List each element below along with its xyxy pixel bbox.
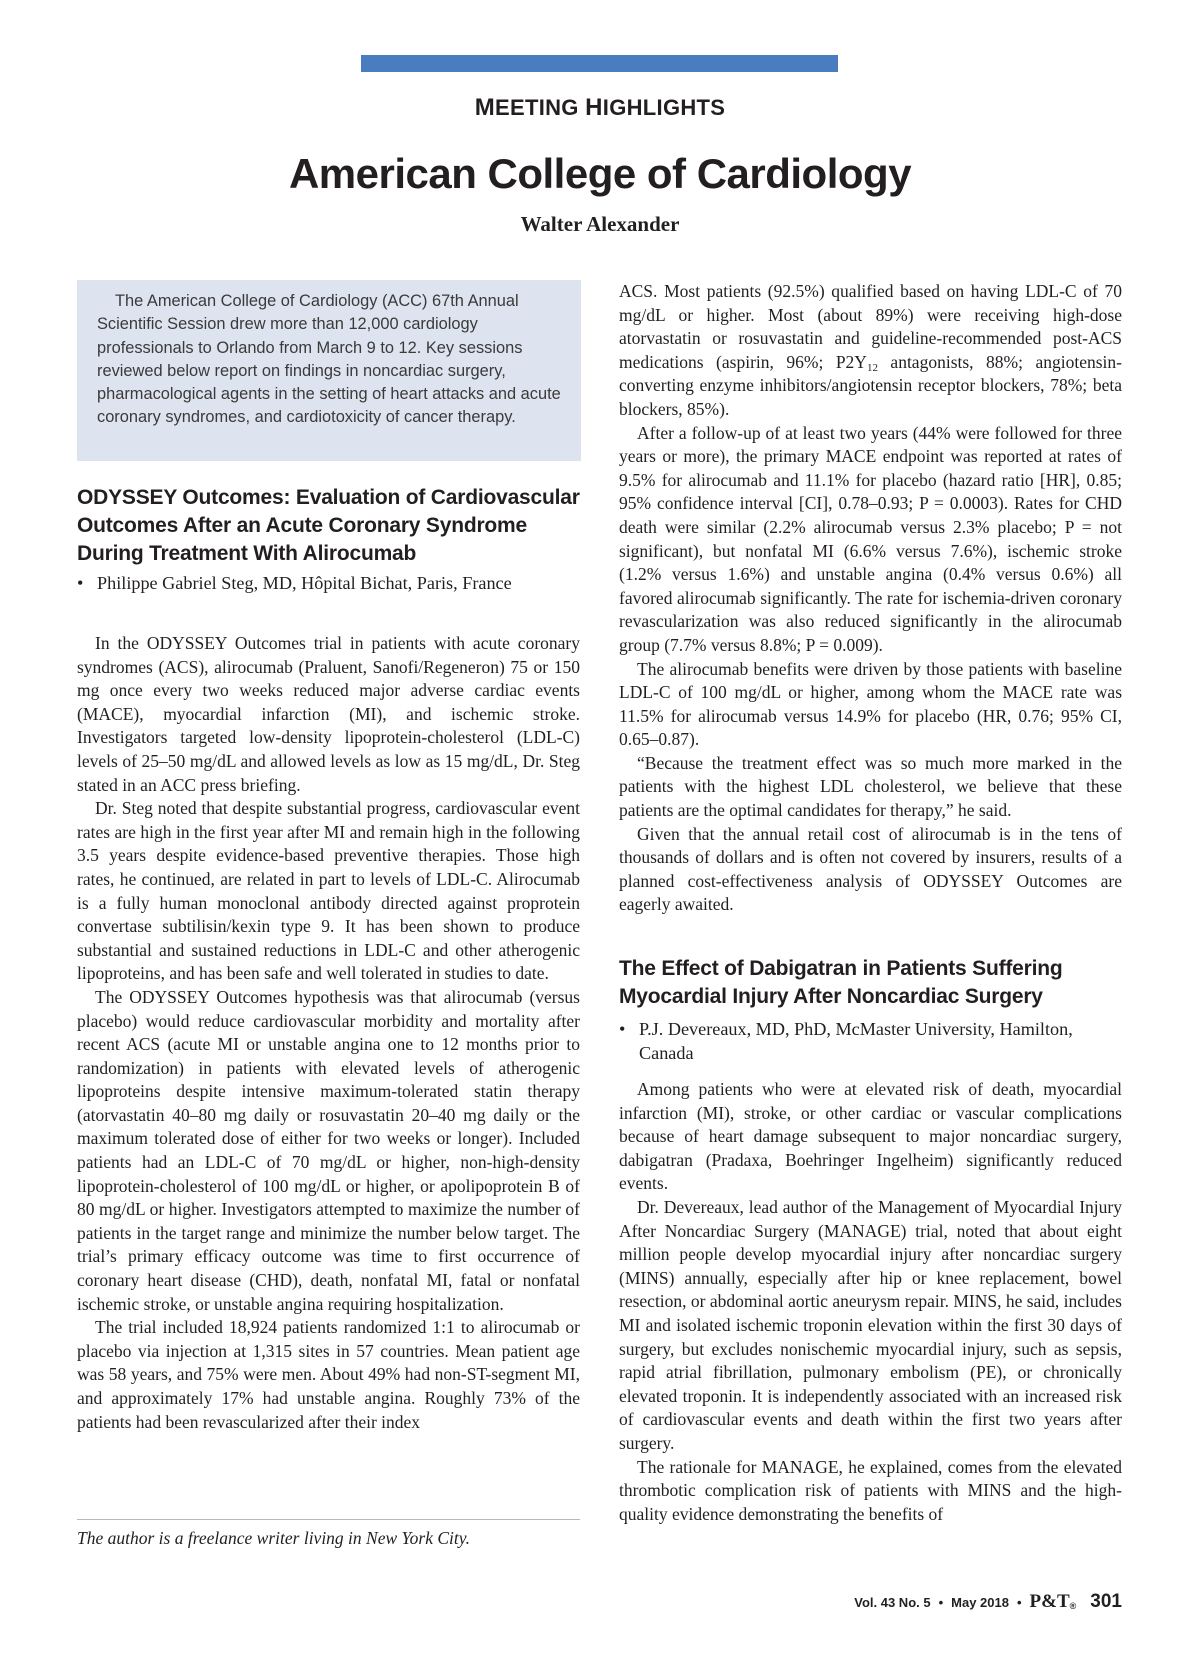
article1-paragraph: Dr. Steg noted that despite substantial progress, cardiovascular event rates are high in the first year after MI and remain high in the following 3.5 years despite evidence-based preventive therapies. Those high rates, he continued, are related in part to levels of LDL-C. Alirocumab is a fully human monoclonal antibody directed against proprotein convertase subtilisin/kexin type 9. It has been shown to produce substantial and sustained reductions in LDL-C and other atherogenic lipoproteins, and has been safe and well tolerated in studies to date. — [77, 798, 580, 984]
article2-presenter-text: P.J. Devereaux, MD, PhD, McMaster University, Hamilton, Canada — [639, 1019, 1073, 1063]
article2-presenter — [619, 1017, 1122, 1065]
article1-body-right — [619, 280, 1122, 917]
page-number: 301 — [1090, 1591, 1122, 1612]
article1-paragraph: The trial included 18,924 patients randomized 1:1 to alirocumab or placebo via injection at 1,315 sites in 57 countries. Mean patient age was 58 years, and 75% were men. About 49% had non-ST-segment MI, and approximately 17% had unstable angina. Roughly 73% of the patients had been revascularized after their index — [77, 1317, 580, 1432]
article1-heading: ODYSSEY Outcomes: Evaluation of Cardiovascular Outcomes After an Acute Coronary Syndrome During Treatment With Alirocumab — [77, 486, 580, 565]
article1-presenter — [77, 571, 582, 595]
page-folio: Vol. 43 No. 5 • May 2018 • P&T® 301 — [854, 1591, 1122, 1612]
article1-paragraph: The alirocumab benefits were driven by those patients with baseline LDL-C of 100 mg/dL or higher, among whom the MACE rate was 11.5% for alirocumab versus 14.9% for placebo (HR, 0.76; 95% CI, 0.65–0.87). — [619, 658, 1122, 750]
article1-presenter-text: Philippe Gabriel Steg, MD, Hôpital Bichat, Paris, France — [97, 573, 512, 593]
article2-paragraph: Dr. Devereaux, lead author of the Management of Myocardial Injury After Noncardiac Surgery (MANAGE) trial, noted that about eight million people develop myocardial injury after noncardiac surgery (MINS) annually, especially after hip or knee replacement, bowel resection, or abdominal aortic aneurysm repair. MINS, he said, includes MI and isolated ischemic troponin elevation within the first 30 days of surgery, but excludes nonischemic myocardial injury, such as sepsis, rapid atrial fibrillation, pulmonary embolism (PE), or chronically elevated troponin. It is independently associated with an increased risk of cardiovascular events and death within the first two years after surgery. — [619, 1196, 1122, 1453]
journal-name: P&T — [1029, 1591, 1070, 1612]
footnote-rule — [77, 1519, 580, 1520]
issue-date: May 2018 — [951, 1595, 1009, 1610]
article1-paragraph: In the ODYSSEY Outcomes trial in patients with acute coronary syndromes (ACS), alirocumab (Praluent, Sanofi/Regeneron) 75 or 150 mg once every two weeks reduced major adverse cardiac events (MACE), myocardial infarction (MI), and ischemic stroke. Investigators targeted low-density lipoprotein-cholesterol (LDL-C) levels of 25–50 mg/dL and allowed levels as low as 15 mg/dL, Dr. Steg stated in an ACC press briefing. — [77, 633, 580, 795]
article2-body — [619, 1078, 1122, 1526]
article2-heading: The Effect of Dabigatran in Patients Suffering Myocardial Injury After Noncardiac Surgery — [619, 957, 1063, 1008]
article2-heading-block — [619, 955, 1122, 1011]
article1-heading-block — [77, 484, 582, 568]
author-byline: Walter Alexander — [520, 212, 680, 236]
article1-paragraph: “Because the treatment effect was so much more marked in the patients with the highest LDL cholesterol, we believe that these patients are the optimal candidates for therapy,” he said. — [619, 752, 1122, 821]
section-label: MEETING HIGHLIGHTS — [474, 94, 726, 121]
abstract-box — [77, 280, 581, 461]
article2-paragraph: The rationale for MANAGE, he explained, comes from the elevated thrombotic complication risk of patients with MINS and the high-quality evidence demonstrating the benefits of — [619, 1456, 1122, 1524]
article1-paragraph: After a follow-up of at least two years (44% were followed for three years or more), the primary MACE endpoint was reported at rates of 9.5% for alirocumab and 11.1% for placebo (hazard ratio [HR], 0.85; 95% confidence interval [CI], 0.78–0.93; P = 0.0003). Rates for CHD death were similar (2.2% alirocumab versus 2.3% placebo; P = not significant), but nonfatal MI (6.6% versus 7.6%), ischemic stroke (1.2% versus 1.6%) and unstable angina (0.4% versus 0.6%) all favored alirocumab significantly. The rate for ischemia-driven coronary revascularization was also reduced significantly in the alirocumab group (7.7% versus 8.8%; P = 0.009). — [619, 422, 1122, 655]
registered-mark: ® — [1069, 1601, 1077, 1611]
article1-paragraph: Given that the annual retail cost of alirocumab is in the tens of thousands of dollars and is often not covered by insurers, results of a planned cost-effectiveness analysis of ODYSSEY Outcomes are eagerly awaited. — [619, 823, 1122, 915]
article1-continuation: ACS. Most patients (92.5%) qualified based on having LDL-C of 70 mg/dL or higher. Most (about 89%) were receiving high-dose atorvastatin or rosuvastatin and guideline-recommended post-ACS medications (aspirin, 96%; $P2Y_{12}$ antagonists, 88%; angiotensin-converting enzyme inhibitors/angiotensin receptor blockers, 78%; beta blockers, 85%). — [619, 281, 1122, 419]
article1-body-left — [77, 632, 580, 1434]
article1-paragraph: The ODYSSEY Outcomes hypothesis was that alirocumab (versus placebo) would reduce cardiovascular morbidity and mortality after recent ACS (acute MI or unstable angina one to 12 months prior to randomization) in patients with elevated levels of atherogenic lipoproteins despite intensive maximum-tolerated statin therapy (atorvastatin 40–80 mg daily or rosuvastatin 20–40 mg daily or the maximum tolerated dose of either for two weeks or longer). Included patients had an LDL-C of 70 mg/dL or higher, non-high-density lipoprotein-cholesterol of 100 mg/dL or higher, or apolipoprotein B of 80 mg/dL or higher. Investigators attempted to maximize the number of patients in the target range and minimize the number below target. The trial’s primary efficacy outcome was time to first occurrence of coronary heart disease (CHD), death, nonfatal MI, fatal or nonfatal ischemic stroke, or unstable angina requiring hospitalization. — [77, 986, 580, 1314]
header-accent-bar — [361, 55, 838, 72]
abstract-text: The American College of Cardiology (ACC) 67th Annual Scientific Session drew more than 12,000 cardiology professionals to Orlando from March 9 to 12. Key sessions reviewed below report on findings in noncardiac surgery, pharmacological agents in the setting of heart attacks and acute coronary syndromes, and cardiotoxicity of cancer therapy. — [97, 292, 561, 427]
page-title: American College of Cardiology — [288, 150, 912, 197]
issue-info: Vol. 43 No. 5 — [854, 1595, 931, 1610]
footnote: The author is a freelance writer living in New York City. — [77, 1528, 470, 1548]
article2-paragraph: Among patients who were at elevated risk of death, myocardial infarction (MI), stroke, or other cardiac or vascular complications because of heart damage subsequent to major noncardiac surgery, dabigatran (Pradaxa, Boehringer Ingelheim) significantly reduced events. — [619, 1079, 1122, 1194]
